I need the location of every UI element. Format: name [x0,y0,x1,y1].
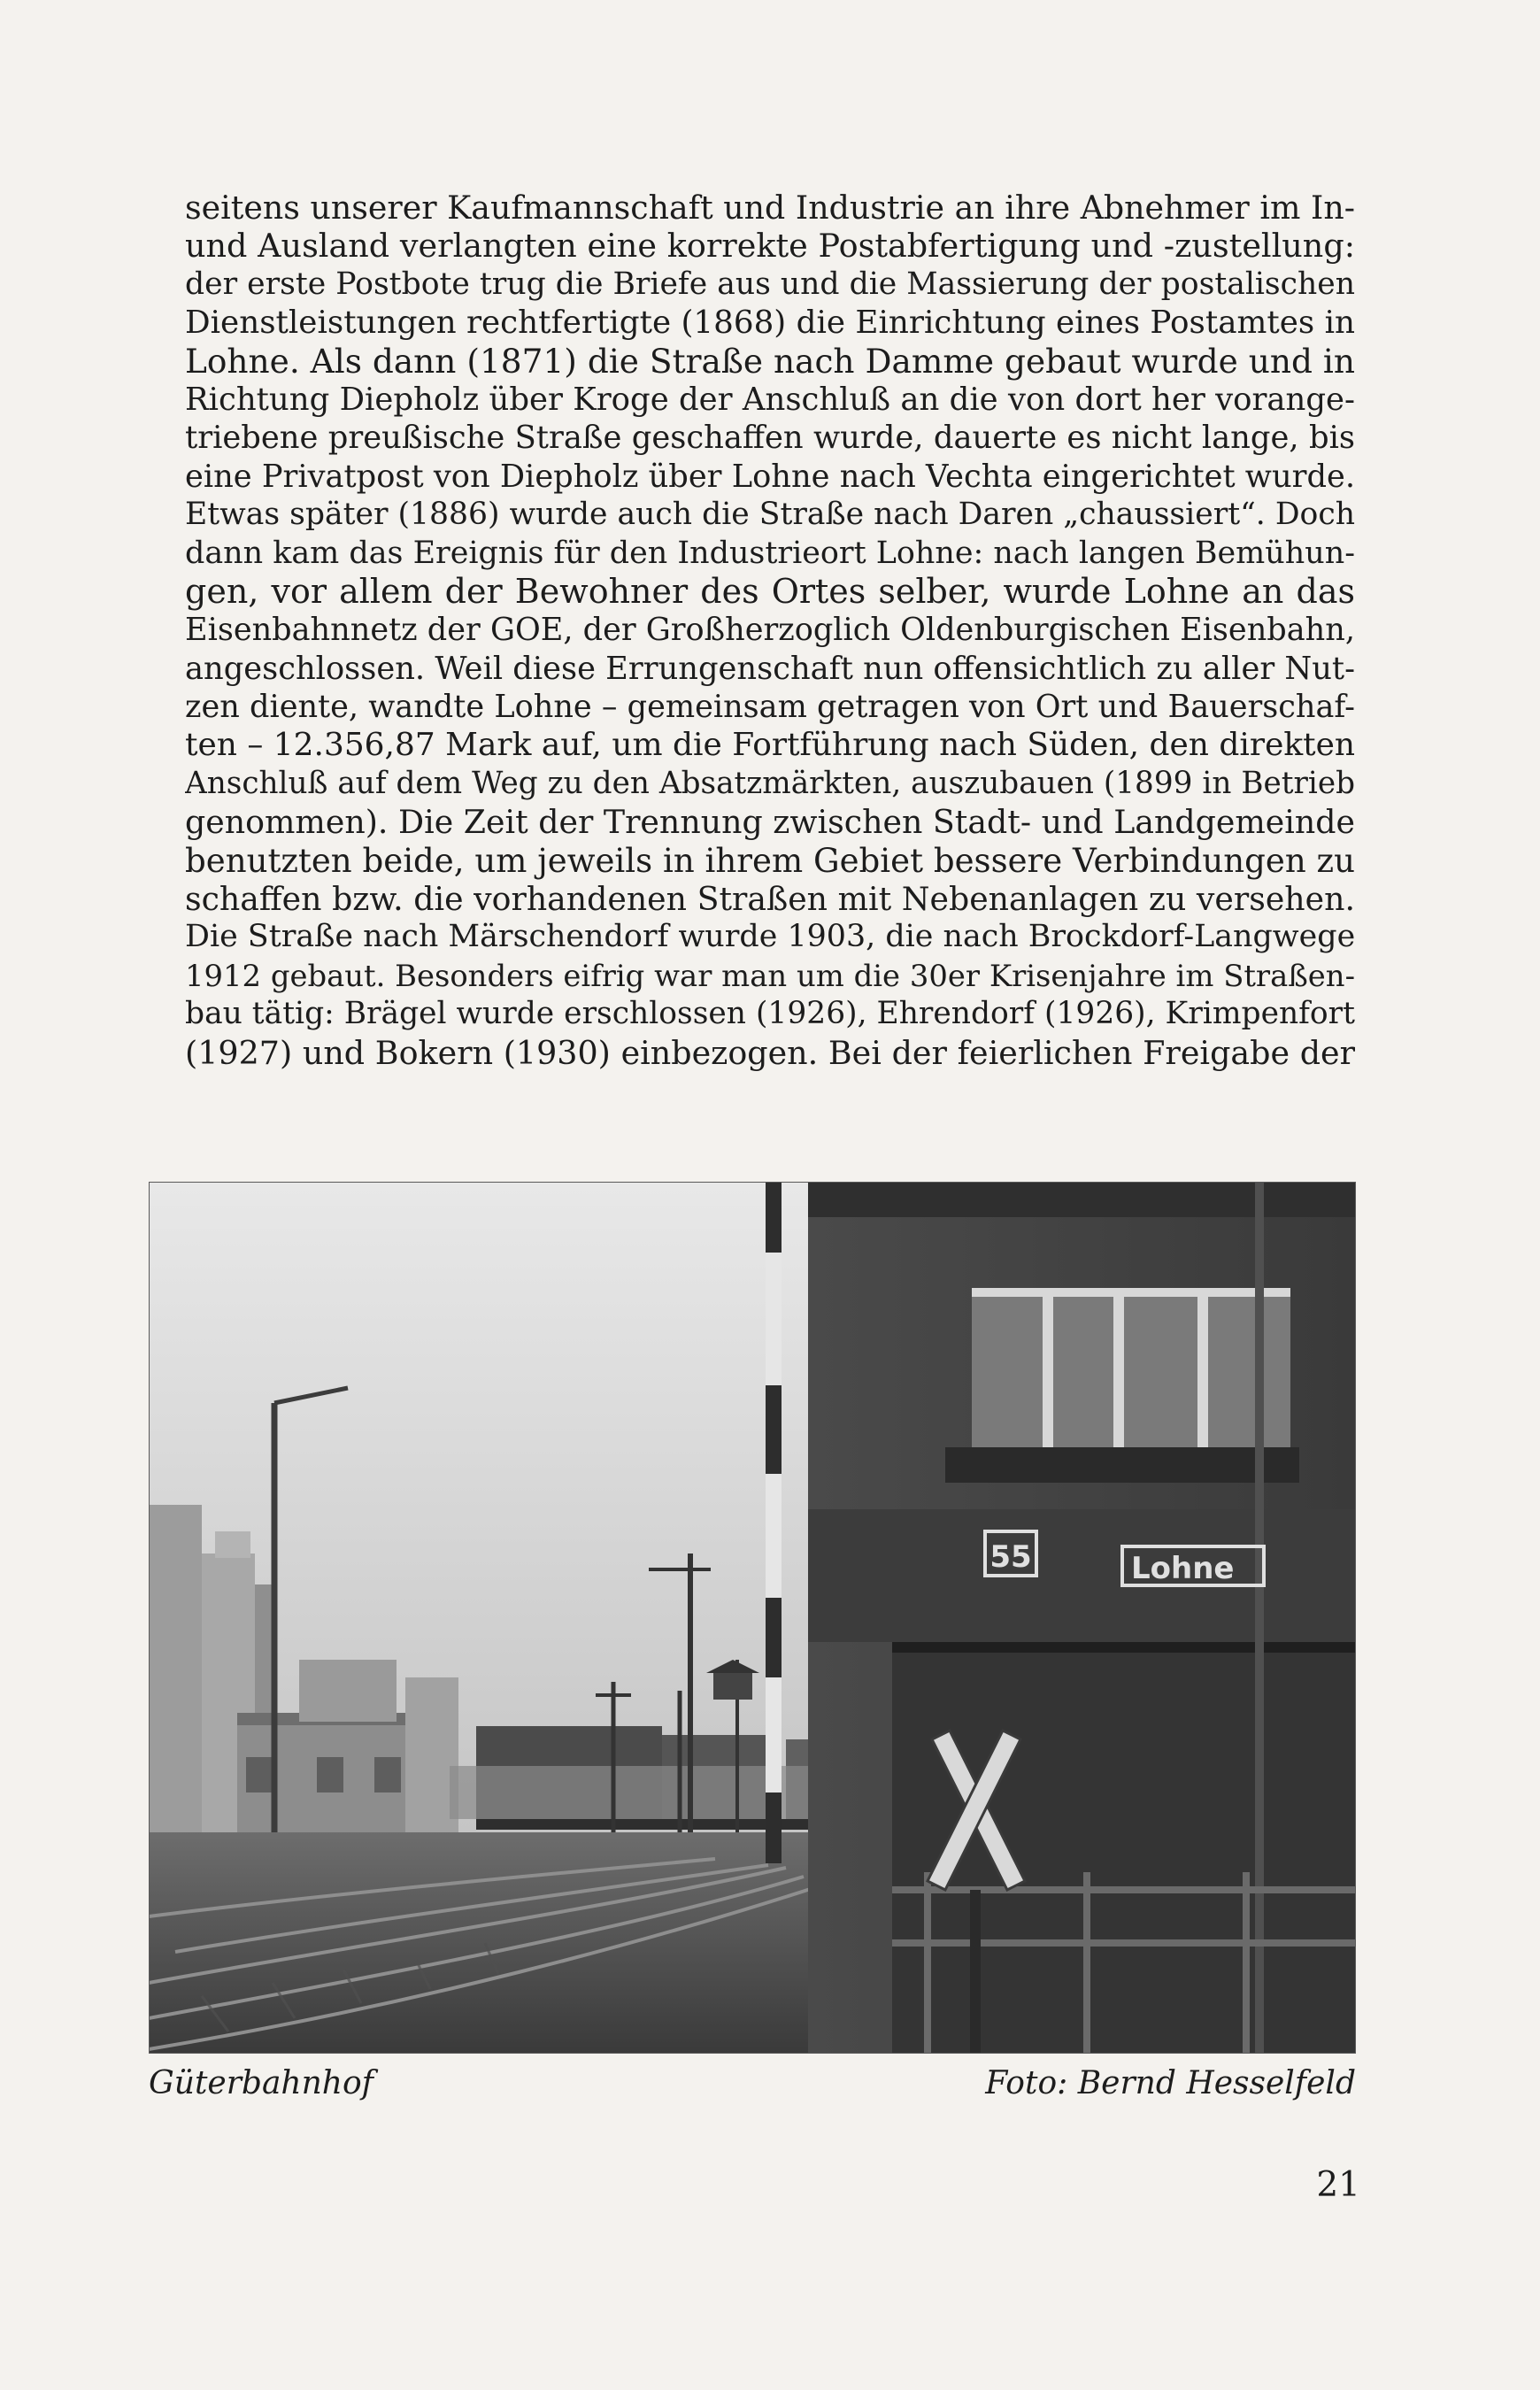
text-line: Dienstleistungen rechtfertigte (1868) die Einrichtung eines Postamtes in [185,305,1355,342]
photo-caption: Güterbahnhof [149,2065,373,2101]
text-line: 1912 gebaut. Besonders eifrig war man um die 30er Krisenjahre im Straßen- [185,958,1355,993]
text-line: Etwas später (1886) wurde auch die Straße nach Daren „chaussiert“. Doch [185,497,1355,533]
text-line: ten – 12.356,87 Mark auf, um die Fortführung nach Süden, den direkten [185,727,1355,764]
text-line: Anschluß auf dem Weg zu den Absatzmärkten, auszubauen (1899 in Betrieb [185,765,1355,801]
text-line: der erste Postbote trug die Briefe aus und die Massierung der postalischen [185,266,1355,302]
body-text [185,189,1355,1072]
text-line: Eisenbahnnetz der GOE, der Großherzoglich Oldenburgischen Eisenbahn, [185,612,1355,649]
text-line: bau tätig: Brägel wurde erschlossen (1926), Ehrendorf (1926), Krimpenfort [185,996,1355,1032]
railway-photo [149,1182,1356,2054]
text-line: benutzten beide, um jeweils in ihrem Gebiet bessere Verbindungen zu [185,841,1355,880]
text-line: genommen). Die Zeit der Trennung zwischen Stadt- und Landgemeinde [185,803,1355,842]
page-number: 21 [1316,2165,1360,2205]
crossing-barrier [766,1182,782,1863]
text-line: triebene preußische Straße geschaffen wurde, dauerte es nicht lange, bis [185,420,1355,457]
text-line: zen diente, wandte Lohne – gemeinsam getragen von Ort und Bauerschaf- [185,689,1355,726]
text-line: eine Privatpost von Diepholz über Lohne nach Vechta eingerichtet wurde. [185,458,1355,495]
text-line: dann kam das Ereignis für den Industrieort Lohne: nach langen Bemühun- [185,535,1355,571]
svg-text:55: 55 [989,1539,1032,1575]
text-line: (1927) und Bokern (1930) einbezogen. Bei der feierlichen Freigabe der [185,1033,1355,1072]
signal-box [808,1182,1356,2054]
text-line: schaffen bzw. die vorhandenen Straßen mit Nebenanlagen zu versehen. [185,880,1355,919]
text-line: Richtung Diepholz über Kroge der Anschluß an die von dort her vorange- [185,381,1355,418]
text-line: gen, vor allem der Bewohner des Ortes selber, wurde Lohne an das [185,572,1355,611]
text-line: Lohne. Als dann (1871) die Straße nach Damme gebaut wurde und in [185,342,1355,381]
text-line: und Ausland verlangten eine korrekte Postabfertigung und -zustellung: [185,227,1355,266]
text-line: angeschlossen. Weil diese Errungenschaft nun offensichtlich zu aller Nut- [185,650,1355,687]
photo-illustration [149,1182,1356,2054]
text-line: seitens unserer Kaufmannschaft und Industrie an ihre Abnehmer im In- [185,189,1355,227]
svg-text:Lohne: Lohne [1131,1551,1235,1586]
text-line: Die Straße nach Märschendorf wurde 1903, die nach Brockdorf-Langwege [185,919,1355,955]
photo-credit: Foto: Bernd Hesselfeld [985,2065,1356,2101]
